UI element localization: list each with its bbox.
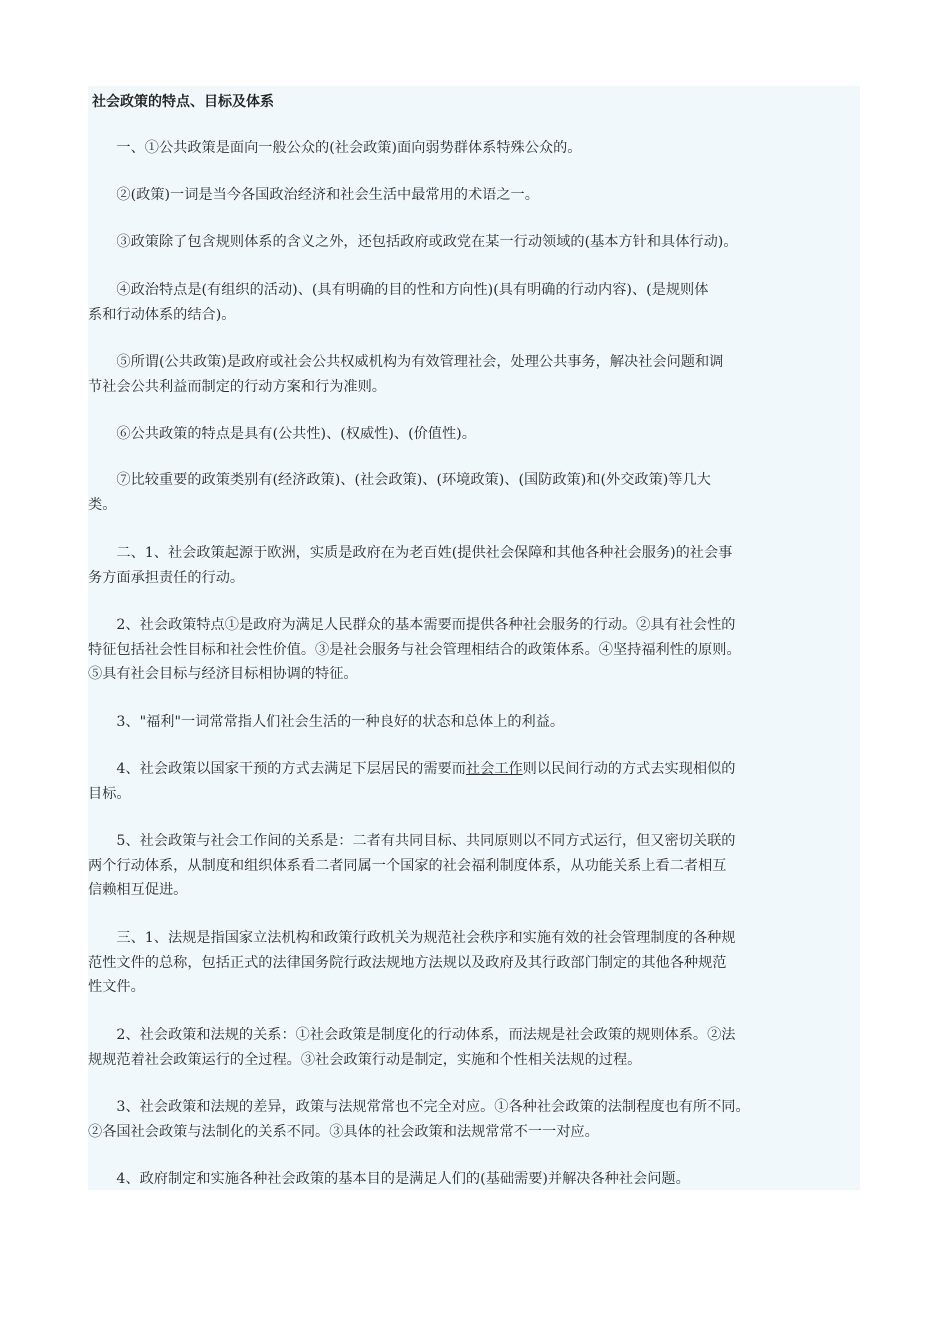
text-line: 三、1、法规是指国家立法机构和政策行政机关为规范社会秩序和实施有效的社会管理制度的各种规 bbox=[88, 930, 736, 946]
text-segment: 则以民间行动的方式去实现相似的 bbox=[522, 761, 736, 777]
paragraph-9 bbox=[88, 613, 741, 687]
text-line: 类。 bbox=[88, 496, 117, 513]
text-line: ④政治特点是(有组织的活动)、(具有明确的目的性和方向性)(具有明确的行动内容)、(是规则体 bbox=[88, 282, 709, 298]
text-line: 二、1、社会政策起源于欧洲，实质是政府在为老百姓(提供社会保障和其他各种社会服务)的社会事 bbox=[88, 545, 733, 561]
text-line: 2、社会政策特点①是政府为满足人民群众的基本需要而提供各种社会服务的行动。②具有社会性的 bbox=[88, 617, 736, 633]
text-line: ⑤所谓(公共政策)是政府或社会公共权威机构为有效管理社会，处理公共事务，解决社会问题和调 bbox=[88, 354, 724, 370]
paragraph-7 bbox=[88, 468, 711, 517]
paragraph-16 bbox=[88, 1167, 690, 1192]
text-line: 2、社会政策和法规的关系：①社会政策是制度化的行动体系，而法规是社会政策的规则体系。②法 bbox=[88, 1027, 736, 1043]
text-line: 一、①公共政策是面向一般公众的(社会政策)面向弱势群体系特殊公众的。 bbox=[88, 140, 582, 156]
text-line: ③政策除了包含规则体系的含义之外，还包括政府或政党在某一行动领域的(基本方针和具体行动)。 bbox=[88, 234, 738, 250]
paragraph-4 bbox=[88, 278, 708, 327]
paragraph-8 bbox=[88, 541, 732, 590]
text-line: 两个行动体系，从制度和组织体系看二者同属一个国家的社会福利制度体系，从功能关系上看二者相互 bbox=[88, 857, 727, 874]
text-line: 规规范着社会政策运行的全过程。③社会政策行动是制定，实施和个性相关法规的过程。 bbox=[88, 1051, 642, 1068]
paragraph-13 bbox=[88, 926, 735, 1000]
text-line: 务方面承担责任的行动。 bbox=[88, 569, 245, 586]
text-line: 3、"福利"一词常常指人们社会生活的一种良好的状态和总体上的利益。 bbox=[88, 714, 565, 730]
text-line: 3、社会政策和法规的差异，政策与法规常常也不完全对应。①各种社会政策的法制程度也有所不同。 bbox=[88, 1099, 750, 1115]
paragraph-14 bbox=[88, 1023, 735, 1072]
text-line: ②各国社会政策与法制化的关系不同。③具体的社会政策和法规常常不一一对应。 bbox=[88, 1123, 599, 1140]
text-line: 5、社会政策与社会工作间的关系是：二者有共同目标、共同原则以不同方式运行，但又密切关联的 bbox=[88, 833, 736, 849]
paragraph-6 bbox=[88, 422, 476, 447]
paragraph-3 bbox=[88, 230, 738, 255]
paragraph-5 bbox=[88, 350, 723, 399]
text-line: ⑦比较重要的政策类别有(经济政策)、(社会政策)、(环境政策)、(国防政策)和(外交政策)等几大 bbox=[88, 472, 711, 488]
paragraph-11 bbox=[88, 757, 736, 806]
document-title: 社会政策的特点、目标及体系 bbox=[92, 94, 274, 110]
text-line bbox=[88, 757, 736, 782]
document-body bbox=[88, 86, 860, 1190]
text-line: 系和行动体系的结合)。 bbox=[88, 306, 236, 323]
text-line: ②(政策)一词是当今各国政治经济和社会生活中最常用的术语之一。 bbox=[88, 187, 539, 203]
text-line: 节社会公共利益而制定的行动方案和行为准则。 bbox=[88, 378, 386, 395]
text-line: ⑥公共政策的特点是具有(公共性)、(权威性)、(价值性)。 bbox=[88, 426, 476, 442]
text-line: 目标。 bbox=[88, 785, 131, 802]
paragraph-15 bbox=[88, 1095, 750, 1144]
paragraph-10 bbox=[88, 710, 564, 735]
paragraph-12 bbox=[88, 829, 735, 903]
text-segment: 4、社会政策以国家干预的方式去满足下层居民的需要而 bbox=[88, 761, 466, 777]
text-line: ⑤具有社会目标与经济目标相协调的特征。 bbox=[88, 666, 358, 682]
text-line: 性文件。 bbox=[88, 979, 145, 995]
text-line: 4、政府制定和实施各种社会政策的基本目的是满足人们的(基础需要)并解决各种社会问题。 bbox=[88, 1171, 690, 1187]
paragraph-2 bbox=[88, 183, 539, 208]
social-work-link[interactable]: 社会工作 bbox=[465, 761, 523, 777]
text-line: 范性文件的总称，包括正式的法律国务院行政法规地方法规以及政府及其行政部门制定的其他各种规范 bbox=[88, 954, 727, 971]
paragraph-1 bbox=[88, 136, 581, 161]
text-line: 特征包括社会性目标和社会性价值。③是社会服务与社会管理相结合的政策体系。④坚持福利性的原则。 bbox=[88, 641, 741, 658]
text-line: 信赖相互促进。 bbox=[88, 882, 188, 898]
